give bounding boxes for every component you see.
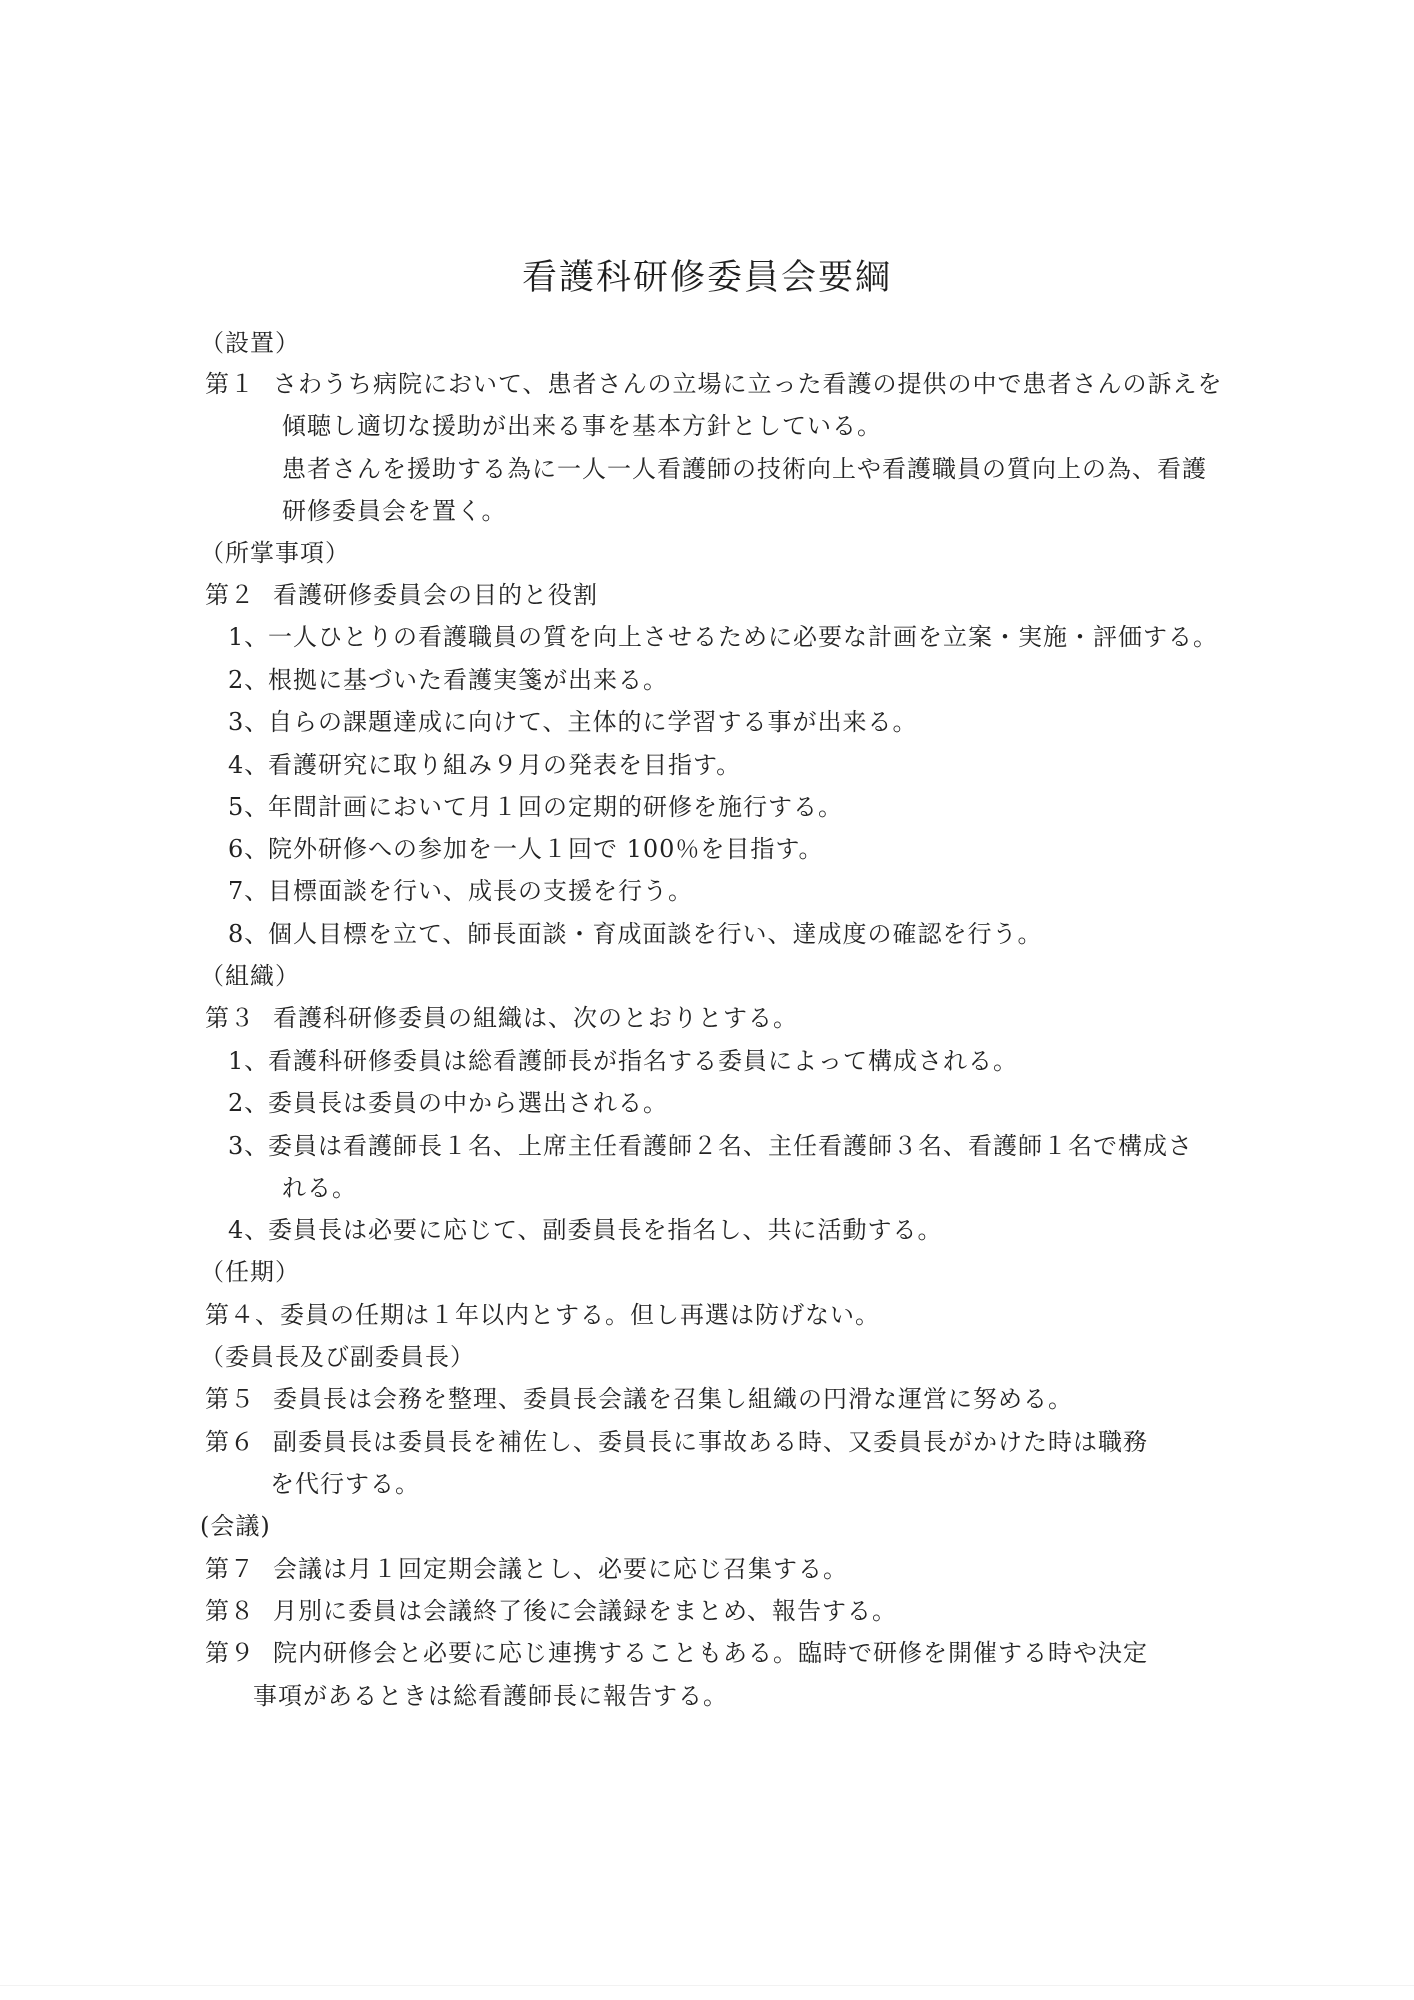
article-7-number: 第７ [205,1555,255,1583]
item-text: 年間計画において月１回の定期的研修を施行する。 [268,793,843,821]
article-7-text-1: 会議は月１回定期会議とし、必要に応じ召集する。 [273,1555,848,1583]
item-text: 個人目標を立て、師長面談・育成面談を行い、達成度の確認を行う。 [268,920,1043,948]
article-2-item-1 [228,622,1218,652]
item-number: 3、 [228,1132,270,1160]
item-number: 1、 [228,623,270,651]
item-number: 2、 [228,1089,270,1117]
document-title: 看護科研修委員会要綱 [521,258,892,298]
article-2-item-5 [228,792,843,822]
article-2-item-3 [228,707,918,737]
item-text: 目標面談を行い、成長の支援を行う。 [268,877,693,905]
article-1-line-3: 患者さんを援助する為に一人一人看護師の技術向上や看護職員の質向上の為、看護 [282,455,1207,483]
item-text: 委員長は必要に応じて、副委員長を指名し、共に活動する。 [268,1216,943,1244]
article-2-item-4 [228,750,741,780]
article-7-line-1 [205,1554,848,1584]
article-1-line-4: 研修委員会を置く。 [282,497,507,525]
article-4-line-1: 第４、委員の任期は１年以内とする。但し再選は防げない。 [205,1301,880,1329]
article-5-number: 第５ [205,1385,255,1413]
article-3-item-3 [228,1131,1193,1161]
article-9-line-2: 事項があるときは総看護師長に報告する。 [253,1682,728,1710]
article-1-text-1: さわうち病院において、患者さんの立場に立った看護の提供の中で患者さんの訴えを [273,370,1223,398]
item-text: 委員長は委員の中から選出される。 [268,1089,668,1117]
scan-edge-line [0,1985,1414,1986]
section-heading-term: （任期） [200,1258,300,1286]
article-3-text-1: 看護科研修委員の組織は、次のとおりとする。 [273,1004,798,1032]
article-8-number: 第８ [205,1597,255,1625]
article-6-text-1: 副委員長は委員長を補佐し、委員長に事故ある時、又委員長がかけた時は職務 [273,1428,1148,1456]
item-text: 院外研修への参加を一人１回で 100％を目指す。 [268,835,824,863]
article-2-line-1 [205,580,598,610]
item-text: 根拠に基づいた看護実箋が出来る。 [268,666,668,694]
article-1-number: 第１ [205,370,255,398]
article-2-item-8 [228,919,1043,949]
article-2-number: 第２ [205,581,255,609]
section-heading-organization: （組織） [200,962,300,990]
item-text: 一人ひとりの看護職員の質を向上させるために必要な計画を立案・実施・評価する。 [268,623,1218,651]
article-3-item-4 [228,1215,943,1245]
item-text: 看護研究に取り組み９月の発表を目指す。 [268,751,742,779]
article-6-line-1 [205,1427,1148,1457]
article-3-number: 第３ [205,1004,255,1032]
item-text: 自らの課題達成に向けて、主体的に学習する事が出来る。 [268,708,918,736]
item-number: 5、 [228,793,270,821]
item-number: 7、 [228,877,270,905]
item-number: 6、 [228,835,270,863]
article-5-line-1 [205,1384,1073,1414]
section-heading-meeting: (会議) [200,1512,271,1540]
section-heading-chair: （委員長及び副委員長） [200,1343,475,1371]
item-text: 看護科研修委員は総看護師長が指名する委員によって構成される。 [268,1047,1018,1075]
article-2-text-1: 看護研修委員会の目的と役割 [273,581,598,609]
article-3-item-1 [228,1046,1018,1076]
item-number: 2、 [228,666,270,694]
article-9-number: 第９ [205,1639,255,1667]
item-number: 8、 [228,920,270,948]
article-6-line-2: を代行する。 [270,1470,420,1498]
article-2-item-7 [228,876,693,906]
article-1-line-1 [205,369,1223,399]
item-text: 委員は看護師長１名、上席主任看護師２名、主任看護師３名、看護師１名で構成さ [268,1132,1193,1160]
article-8-line-1 [205,1596,897,1626]
article-6-number: 第６ [205,1428,255,1456]
article-3-item-2 [228,1088,668,1118]
article-1-line-2: 傾聴し適切な援助が出来る事を基本方針としている。 [282,412,882,440]
article-5-text-1: 委員長は会務を整理、委員長会議を召集し組織の円滑な運営に努める。 [273,1385,1073,1413]
item-number: 3、 [228,708,270,736]
section-heading-establishment: （設置） [200,329,300,357]
article-3-line-1 [205,1003,798,1033]
article-9-line-1 [205,1638,1148,1668]
item-number: 4、 [228,751,270,779]
article-8-text-1: 月別に委員は会議終了後に会議録をまとめ、報告する。 [273,1597,898,1625]
article-9-text-1: 院内研修会と必要に応じ連携することもある。臨時で研修を開催する時や決定 [273,1639,1148,1667]
article-3-item-3-continuation: れる。 [282,1174,357,1202]
article-2-item-2 [228,665,668,695]
item-number: 1、 [228,1047,270,1075]
item-number: 4、 [228,1216,270,1244]
section-heading-duties: （所掌事項） [200,539,350,567]
article-2-item-6 [228,834,824,864]
